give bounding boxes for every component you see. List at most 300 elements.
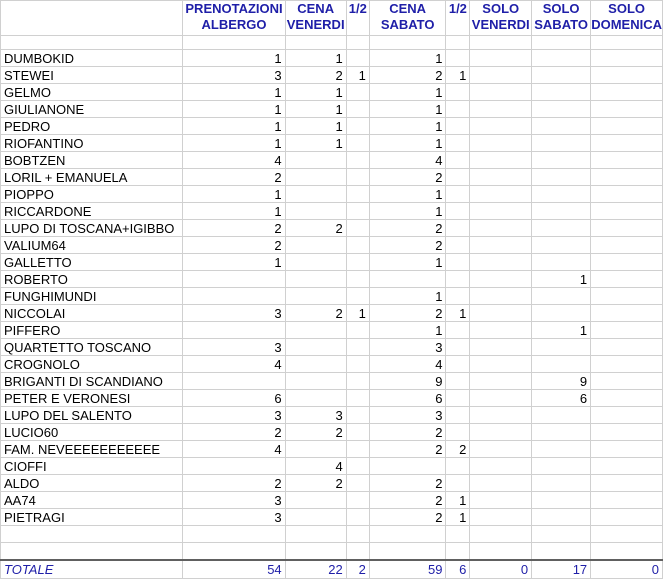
count-cell-cena-sabato[interactable]: 6: [369, 390, 446, 407]
count-cell-half-venerdi[interactable]: [346, 254, 369, 271]
count-cell-half-sabato[interactable]: [446, 356, 470, 373]
count-cell-cena-sabato[interactable]: 1: [369, 118, 446, 135]
guest-name-cell[interactable]: PEDRO: [1, 118, 183, 135]
count-cell-albergo[interactable]: 1: [183, 101, 285, 118]
count-cell-half-venerdi[interactable]: [346, 458, 369, 475]
count-cell-cena-venerdi[interactable]: [285, 203, 346, 220]
count-cell-solo-sabato[interactable]: [532, 288, 591, 305]
count-cell-half-sabato[interactable]: [446, 254, 470, 271]
count-cell-solo-domenica[interactable]: [591, 458, 663, 475]
guest-name-cell[interactable]: PIOPPO: [1, 186, 183, 203]
count-cell-solo-domenica[interactable]: [591, 475, 663, 492]
count-cell-albergo[interactable]: 2: [183, 220, 285, 237]
count-cell-solo-domenica[interactable]: [591, 373, 663, 390]
count-cell-half-sabato[interactable]: [446, 390, 470, 407]
count-cell-solo-venerdi[interactable]: [470, 305, 532, 322]
guest-name-cell[interactable]: LORIL + EMANUELA: [1, 169, 183, 186]
count-cell-solo-sabato[interactable]: [532, 305, 591, 322]
count-cell-cena-venerdi[interactable]: [285, 339, 346, 356]
count-cell-half-sabato[interactable]: [446, 135, 470, 152]
count-cell-half-sabato[interactable]: [446, 322, 470, 339]
count-cell-cena-sabato[interactable]: 1: [369, 254, 446, 271]
count-cell-solo-domenica[interactable]: [591, 271, 663, 288]
count-cell-albergo[interactable]: 3: [183, 339, 285, 356]
total-cell-half-sabato[interactable]: 6: [446, 560, 470, 579]
count-cell-half-sabato[interactable]: [446, 186, 470, 203]
count-cell-half-sabato[interactable]: [446, 169, 470, 186]
count-cell-half-venerdi[interactable]: [346, 271, 369, 288]
empty-cell[interactable]: [470, 36, 532, 50]
count-cell-solo-sabato[interactable]: [532, 254, 591, 271]
count-cell-half-sabato[interactable]: [446, 237, 470, 254]
guest-name-cell[interactable]: DUMBOKID: [1, 50, 183, 67]
count-cell-half-sabato[interactable]: 1: [446, 67, 470, 84]
empty-cell[interactable]: [346, 543, 369, 561]
count-cell-half-sabato[interactable]: [446, 203, 470, 220]
count-cell-cena-sabato[interactable]: 1: [369, 288, 446, 305]
empty-cell[interactable]: [183, 36, 285, 50]
count-cell-solo-venerdi[interactable]: [470, 220, 532, 237]
count-cell-solo-venerdi[interactable]: [470, 237, 532, 254]
guest-name-cell[interactable]: FAM. NEVEEEEEEEEEEE: [1, 441, 183, 458]
count-cell-solo-domenica[interactable]: [591, 237, 663, 254]
count-cell-cena-venerdi[interactable]: 2: [285, 220, 346, 237]
count-cell-solo-venerdi[interactable]: [470, 373, 532, 390]
count-cell-solo-domenica[interactable]: [591, 50, 663, 67]
count-cell-cena-venerdi[interactable]: [285, 322, 346, 339]
total-label[interactable]: TOTALE: [1, 560, 183, 579]
count-cell-solo-sabato[interactable]: [532, 458, 591, 475]
count-cell-half-venerdi[interactable]: [346, 475, 369, 492]
count-cell-solo-venerdi[interactable]: [470, 152, 532, 169]
empty-cell[interactable]: [285, 543, 346, 561]
count-cell-albergo[interactable]: 3: [183, 509, 285, 526]
count-cell-half-sabato[interactable]: [446, 220, 470, 237]
guest-name-cell[interactable]: BRIGANTI DI SCANDIANO: [1, 373, 183, 390]
count-cell-solo-domenica[interactable]: [591, 288, 663, 305]
guest-name-cell[interactable]: PIFFERO: [1, 322, 183, 339]
count-cell-cena-sabato[interactable]: 1: [369, 101, 446, 118]
guest-name-cell[interactable]: GELMO: [1, 84, 183, 101]
count-cell-solo-sabato[interactable]: [532, 203, 591, 220]
count-cell-cena-sabato[interactable]: 4: [369, 152, 446, 169]
empty-cell[interactable]: [285, 36, 346, 50]
count-cell-albergo[interactable]: 3: [183, 407, 285, 424]
count-cell-cena-venerdi[interactable]: [285, 492, 346, 509]
guest-name-cell[interactable]: GALLETTO: [1, 254, 183, 271]
count-cell-cena-venerdi[interactable]: [285, 169, 346, 186]
count-cell-solo-venerdi[interactable]: [470, 84, 532, 101]
count-cell-solo-sabato[interactable]: [532, 356, 591, 373]
count-cell-solo-venerdi[interactable]: [470, 390, 532, 407]
count-cell-solo-venerdi[interactable]: [470, 509, 532, 526]
count-cell-half-sabato[interactable]: [446, 475, 470, 492]
count-cell-cena-venerdi[interactable]: [285, 373, 346, 390]
empty-cell[interactable]: [532, 526, 591, 543]
count-cell-solo-domenica[interactable]: [591, 509, 663, 526]
empty-cell[interactable]: [591, 543, 663, 561]
guest-name-cell[interactable]: ROBERTO: [1, 271, 183, 288]
count-cell-albergo[interactable]: 1: [183, 50, 285, 67]
count-cell-cena-sabato[interactable]: 1: [369, 322, 446, 339]
count-cell-half-venerdi[interactable]: [346, 135, 369, 152]
count-cell-half-sabato[interactable]: 1: [446, 305, 470, 322]
count-cell-solo-venerdi[interactable]: [470, 322, 532, 339]
empty-cell[interactable]: [285, 526, 346, 543]
count-cell-solo-domenica[interactable]: [591, 305, 663, 322]
empty-cell[interactable]: [1, 526, 183, 543]
count-cell-solo-venerdi[interactable]: [470, 492, 532, 509]
count-cell-solo-sabato[interactable]: [532, 152, 591, 169]
empty-cell[interactable]: [591, 36, 663, 50]
guest-name-cell[interactable]: LUCIO60: [1, 424, 183, 441]
count-cell-solo-sabato[interactable]: [532, 50, 591, 67]
empty-cell[interactable]: [446, 543, 470, 561]
count-cell-cena-sabato[interactable]: 2: [369, 67, 446, 84]
count-cell-half-sabato[interactable]: 2: [446, 441, 470, 458]
count-cell-half-sabato[interactable]: [446, 458, 470, 475]
count-cell-solo-sabato[interactable]: 1: [532, 322, 591, 339]
count-cell-cena-venerdi[interactable]: 2: [285, 305, 346, 322]
count-cell-half-sabato[interactable]: [446, 288, 470, 305]
count-cell-half-venerdi[interactable]: [346, 390, 369, 407]
guest-name-cell[interactable]: LUPO DI TOSCANA+IGIBBO: [1, 220, 183, 237]
count-cell-solo-venerdi[interactable]: [470, 271, 532, 288]
column-header-cena-sabato[interactable]: CENA SABATO: [369, 1, 446, 36]
count-cell-albergo[interactable]: 4: [183, 356, 285, 373]
count-cell-cena-sabato[interactable]: 1: [369, 186, 446, 203]
count-cell-albergo[interactable]: 3: [183, 492, 285, 509]
count-cell-solo-sabato[interactable]: [532, 237, 591, 254]
count-cell-cena-sabato[interactable]: 1: [369, 84, 446, 101]
empty-cell[interactable]: [1, 36, 183, 50]
count-cell-half-venerdi[interactable]: [346, 407, 369, 424]
count-cell-solo-sabato[interactable]: [532, 186, 591, 203]
guest-name-cell[interactable]: ALDO: [1, 475, 183, 492]
count-cell-cena-sabato[interactable]: 4: [369, 356, 446, 373]
count-cell-half-venerdi[interactable]: [346, 220, 369, 237]
count-cell-cena-sabato[interactable]: 3: [369, 407, 446, 424]
count-cell-solo-venerdi[interactable]: [470, 101, 532, 118]
count-cell-cena-venerdi[interactable]: 2: [285, 475, 346, 492]
count-cell-albergo[interactable]: 1: [183, 254, 285, 271]
total-cell-solo-domenica[interactable]: 0: [591, 560, 663, 579]
count-cell-cena-sabato[interactable]: 2: [369, 509, 446, 526]
count-cell-albergo[interactable]: [183, 288, 285, 305]
count-cell-cena-venerdi[interactable]: 1: [285, 135, 346, 152]
count-cell-solo-domenica[interactable]: [591, 390, 663, 407]
guest-name-cell[interactable]: VALIUM64: [1, 237, 183, 254]
count-cell-half-venerdi[interactable]: [346, 509, 369, 526]
count-cell-solo-domenica[interactable]: [591, 441, 663, 458]
count-cell-cena-venerdi[interactable]: [285, 356, 346, 373]
count-cell-solo-sabato[interactable]: [532, 67, 591, 84]
count-cell-solo-venerdi[interactable]: [470, 118, 532, 135]
guest-name-cell[interactable]: PETER E VERONESI: [1, 390, 183, 407]
count-cell-albergo[interactable]: 4: [183, 441, 285, 458]
count-cell-half-venerdi[interactable]: [346, 101, 369, 118]
total-cell-albergo[interactable]: 54: [183, 560, 285, 579]
total-cell-solo-venerdi[interactable]: 0: [470, 560, 532, 579]
count-cell-cena-venerdi[interactable]: [285, 271, 346, 288]
count-cell-solo-venerdi[interactable]: [470, 169, 532, 186]
count-cell-half-venerdi[interactable]: [346, 169, 369, 186]
count-cell-cena-venerdi[interactable]: [285, 237, 346, 254]
empty-cell[interactable]: [346, 36, 369, 50]
count-cell-cena-venerdi[interactable]: 2: [285, 424, 346, 441]
count-cell-cena-venerdi[interactable]: [285, 509, 346, 526]
count-cell-albergo[interactable]: 2: [183, 475, 285, 492]
count-cell-solo-domenica[interactable]: [591, 407, 663, 424]
count-cell-solo-venerdi[interactable]: [470, 475, 532, 492]
empty-cell[interactable]: [470, 526, 532, 543]
count-cell-cena-sabato[interactable]: [369, 271, 446, 288]
count-cell-solo-domenica[interactable]: [591, 220, 663, 237]
count-cell-solo-sabato[interactable]: 9: [532, 373, 591, 390]
table-row: [1, 84, 663, 101]
count-cell-solo-sabato[interactable]: [532, 509, 591, 526]
count-cell-half-sabato[interactable]: [446, 424, 470, 441]
count-cell-albergo[interactable]: 1: [183, 186, 285, 203]
count-cell-cena-sabato[interactable]: 2: [369, 424, 446, 441]
count-cell-solo-venerdi[interactable]: [470, 356, 532, 373]
count-cell-solo-venerdi[interactable]: [470, 288, 532, 305]
count-cell-half-sabato[interactable]: [446, 152, 470, 169]
count-cell-solo-domenica[interactable]: [591, 169, 663, 186]
guest-name-cell[interactable]: STEWEI: [1, 67, 183, 84]
count-cell-cena-venerdi[interactable]: 4: [285, 458, 346, 475]
count-cell-half-sabato[interactable]: [446, 407, 470, 424]
count-cell-solo-domenica[interactable]: [591, 186, 663, 203]
count-cell-half-venerdi[interactable]: [346, 424, 369, 441]
count-cell-half-venerdi[interactable]: [346, 50, 369, 67]
count-cell-cena-sabato[interactable]: 2: [369, 305, 446, 322]
count-cell-half-venerdi[interactable]: [346, 441, 369, 458]
count-cell-albergo[interactable]: 3: [183, 67, 285, 84]
empty-cell[interactable]: [446, 36, 470, 50]
empty-cell[interactable]: [369, 543, 446, 561]
count-cell-half-venerdi[interactable]: [346, 237, 369, 254]
column-header-name[interactable]: [1, 1, 183, 36]
count-cell-albergo[interactable]: 1: [183, 118, 285, 135]
count-cell-solo-venerdi[interactable]: [470, 339, 532, 356]
count-cell-half-venerdi[interactable]: [346, 288, 369, 305]
column-header-solo-venerdi[interactable]: SOLO VENERDI: [470, 1, 532, 36]
count-cell-solo-domenica[interactable]: [591, 203, 663, 220]
count-cell-solo-sabato[interactable]: [532, 339, 591, 356]
count-cell-solo-domenica[interactable]: [591, 84, 663, 101]
count-cell-half-venerdi[interactable]: [346, 492, 369, 509]
count-cell-cena-venerdi[interactable]: 1: [285, 118, 346, 135]
guest-name-cell[interactable]: FUNGHIMUNDI: [1, 288, 183, 305]
count-cell-solo-domenica[interactable]: [591, 254, 663, 271]
guest-name-cell[interactable]: LUPO DEL SALENTO: [1, 407, 183, 424]
total-cell-half-venerdi[interactable]: 2: [346, 560, 369, 579]
count-cell-half-sabato[interactable]: 1: [446, 509, 470, 526]
count-cell-solo-domenica[interactable]: [591, 135, 663, 152]
total-cell-cena-sabato[interactable]: 59: [369, 560, 446, 579]
count-cell-half-sabato[interactable]: [446, 101, 470, 118]
guest-name-cell[interactable]: GIULIANONE: [1, 101, 183, 118]
count-cell-solo-venerdi[interactable]: [470, 186, 532, 203]
count-cell-cena-sabato[interactable]: 2: [369, 475, 446, 492]
count-cell-half-sabato[interactable]: 1: [446, 492, 470, 509]
guest-name-cell[interactable]: RIOFANTINO: [1, 135, 183, 152]
empty-cell[interactable]: [1, 543, 183, 561]
count-cell-solo-domenica[interactable]: [591, 67, 663, 84]
count-cell-half-venerdi[interactable]: 1: [346, 305, 369, 322]
count-cell-solo-venerdi[interactable]: [470, 254, 532, 271]
count-cell-solo-sabato[interactable]: 1: [532, 271, 591, 288]
count-cell-solo-sabato[interactable]: [532, 492, 591, 509]
count-cell-solo-domenica[interactable]: [591, 339, 663, 356]
count-cell-cena-venerdi[interactable]: [285, 288, 346, 305]
count-cell-solo-sabato[interactable]: [532, 220, 591, 237]
count-cell-solo-venerdi[interactable]: [470, 67, 532, 84]
table-row: [1, 373, 663, 390]
count-cell-solo-sabato[interactable]: [532, 118, 591, 135]
empty-cell[interactable]: [470, 543, 532, 561]
count-cell-albergo[interactable]: 6: [183, 390, 285, 407]
column-header-half-venerdi[interactable]: 1/2: [346, 1, 369, 36]
guest-name-cell[interactable]: AA74: [1, 492, 183, 509]
count-cell-half-venerdi[interactable]: [346, 152, 369, 169]
count-cell-albergo[interactable]: 2: [183, 424, 285, 441]
count-cell-cena-sabato[interactable]: 2: [369, 169, 446, 186]
count-cell-solo-sabato[interactable]: [532, 424, 591, 441]
count-cell-solo-sabato[interactable]: [532, 407, 591, 424]
count-cell-albergo[interactable]: [183, 458, 285, 475]
count-cell-solo-venerdi[interactable]: [470, 441, 532, 458]
guest-name-cell[interactable]: PIETRAGI: [1, 509, 183, 526]
count-cell-albergo[interactable]: 3: [183, 305, 285, 322]
count-cell-cena-sabato[interactable]: 2: [369, 237, 446, 254]
count-cell-cena-sabato[interactable]: 1: [369, 50, 446, 67]
count-cell-solo-domenica[interactable]: [591, 152, 663, 169]
count-cell-cena-venerdi[interactable]: [285, 186, 346, 203]
count-cell-solo-domenica[interactable]: [591, 424, 663, 441]
count-cell-solo-sabato[interactable]: [532, 475, 591, 492]
count-cell-cena-venerdi[interactable]: [285, 152, 346, 169]
count-cell-half-sabato[interactable]: [446, 339, 470, 356]
count-cell-albergo[interactable]: [183, 373, 285, 390]
count-cell-solo-domenica[interactable]: [591, 118, 663, 135]
count-cell-cena-sabato[interactable]: 2: [369, 220, 446, 237]
count-cell-cena-sabato[interactable]: 1: [369, 203, 446, 220]
count-cell-albergo[interactable]: 2: [183, 169, 285, 186]
count-cell-cena-venerdi[interactable]: 1: [285, 84, 346, 101]
empty-cell[interactable]: [369, 526, 446, 543]
empty-cell[interactable]: [532, 543, 591, 561]
guest-name-cell[interactable]: CROGNOLO: [1, 356, 183, 373]
count-cell-solo-sabato[interactable]: 6: [532, 390, 591, 407]
empty-cell[interactable]: [346, 526, 369, 543]
column-header-half-sabato[interactable]: 1/2: [446, 1, 470, 36]
count-cell-cena-venerdi[interactable]: 2: [285, 67, 346, 84]
count-cell-solo-domenica[interactable]: [591, 322, 663, 339]
guest-name-cell[interactable]: BOBTZEN: [1, 152, 183, 169]
count-cell-solo-venerdi[interactable]: [470, 135, 532, 152]
empty-cell[interactable]: [591, 526, 663, 543]
column-header-solo-domenica[interactable]: SOLO DOMENICA: [591, 1, 663, 36]
count-cell-half-venerdi[interactable]: [346, 186, 369, 203]
count-cell-cena-sabato[interactable]: 2: [369, 441, 446, 458]
count-cell-solo-venerdi[interactable]: [470, 407, 532, 424]
count-cell-half-sabato[interactable]: [446, 373, 470, 390]
count-cell-cena-sabato[interactable]: 1: [369, 135, 446, 152]
count-cell-half-venerdi[interactable]: [346, 322, 369, 339]
guest-name-cell[interactable]: RICCARDONE: [1, 203, 183, 220]
empty-cell[interactable]: [369, 36, 446, 50]
empty-cell[interactable]: [183, 543, 285, 561]
count-cell-half-venerdi[interactable]: [346, 84, 369, 101]
total-cell-solo-sabato[interactable]: 17: [532, 560, 591, 579]
column-header-albergo[interactable]: PRENOTAZIONI ALBERGO: [183, 1, 285, 36]
count-cell-solo-domenica[interactable]: [591, 492, 663, 509]
count-cell-cena-venerdi[interactable]: [285, 441, 346, 458]
count-cell-solo-venerdi[interactable]: [470, 203, 532, 220]
count-cell-half-sabato[interactable]: [446, 50, 470, 67]
count-cell-solo-sabato[interactable]: [532, 135, 591, 152]
count-cell-albergo[interactable]: 4: [183, 152, 285, 169]
count-cell-half-sabato[interactable]: [446, 118, 470, 135]
count-cell-solo-sabato[interactable]: [532, 169, 591, 186]
count-cell-cena-venerdi[interactable]: 3: [285, 407, 346, 424]
count-cell-half-venerdi[interactable]: [346, 356, 369, 373]
guest-name-cell[interactable]: QUARTETTO TOSCANO: [1, 339, 183, 356]
count-cell-cena-venerdi[interactable]: 1: [285, 50, 346, 67]
total-cell-cena-venerdi[interactable]: 22: [285, 560, 346, 579]
count-cell-albergo[interactable]: [183, 271, 285, 288]
count-cell-cena-sabato[interactable]: 9: [369, 373, 446, 390]
count-cell-half-venerdi[interactable]: [346, 118, 369, 135]
count-cell-albergo[interactable]: 1: [183, 203, 285, 220]
count-cell-half-venerdi[interactable]: [346, 339, 369, 356]
count-cell-albergo[interactable]: 1: [183, 84, 285, 101]
count-cell-solo-sabato[interactable]: [532, 84, 591, 101]
count-cell-solo-venerdi[interactable]: [470, 50, 532, 67]
count-cell-half-venerdi[interactable]: 1: [346, 67, 369, 84]
count-cell-cena-venerdi[interactable]: [285, 390, 346, 407]
count-cell-cena-venerdi[interactable]: [285, 254, 346, 271]
table-row: [1, 339, 663, 356]
count-cell-albergo[interactable]: 2: [183, 237, 285, 254]
count-cell-albergo[interactable]: [183, 322, 285, 339]
count-cell-solo-sabato[interactable]: [532, 101, 591, 118]
column-header-solo-sabato[interactable]: SOLO SABATO: [532, 1, 591, 36]
count-cell-cena-sabato[interactable]: 2: [369, 492, 446, 509]
count-cell-solo-sabato[interactable]: [532, 441, 591, 458]
empty-cell[interactable]: [183, 526, 285, 543]
guest-name-cell[interactable]: CIOFFI: [1, 458, 183, 475]
empty-cell[interactable]: [532, 36, 591, 50]
count-cell-albergo[interactable]: 1: [183, 135, 285, 152]
count-cell-cena-sabato[interactable]: 3: [369, 339, 446, 356]
count-cell-half-venerdi[interactable]: [346, 373, 369, 390]
count-cell-cena-venerdi[interactable]: 1: [285, 101, 346, 118]
count-cell-cena-sabato[interactable]: [369, 458, 446, 475]
count-cell-solo-domenica[interactable]: [591, 356, 663, 373]
empty-cell[interactable]: [446, 526, 470, 543]
count-cell-solo-domenica[interactable]: [591, 101, 663, 118]
count-cell-half-sabato[interactable]: [446, 84, 470, 101]
column-header-cena-venerdi[interactable]: CENA VENERDI: [285, 1, 346, 36]
guest-name-cell[interactable]: NICCOLAI: [1, 305, 183, 322]
count-cell-half-venerdi[interactable]: [346, 203, 369, 220]
count-cell-solo-venerdi[interactable]: [470, 458, 532, 475]
count-cell-solo-venerdi[interactable]: [470, 424, 532, 441]
count-cell-half-sabato[interactable]: [446, 271, 470, 288]
